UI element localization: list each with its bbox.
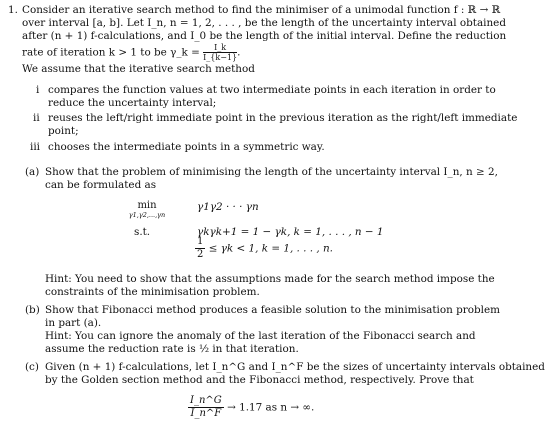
part-c-line-2: by the Golden section method and the Fibonacci method, respectively. Prove that [45, 374, 474, 386]
assumption-ii-line-2: point; [48, 125, 79, 137]
assumption-ii-line-1: reuses the left/right immediate point in the previous iteration as the right/left immediate [48, 112, 518, 124]
part-b-line-2: in part (a). [45, 317, 102, 329]
limit-text: → 1.17 as n → ∞. [227, 401, 315, 414]
assumption-ii-label: ii [33, 112, 40, 124]
part-b-label: (b) [25, 304, 40, 316]
part-a-line-1: Show that the problem of minimising the length of the uncertainty interval I_n, n ≥ 2, [45, 166, 498, 178]
ratio-fraction [188, 395, 224, 420]
part-c-line-1: Given (n + 1) f-calculations, let I_n^G and I_n^F be the sizes of uncertainty intervals obtained [45, 361, 545, 373]
intro-line-1: Consider an iterative search method to find the minimiser of a unimodal function f : ℝ → ℝ [22, 4, 501, 16]
half-denominator: 2 [197, 249, 204, 260]
part-a-line-2: can be formulated as [45, 179, 157, 191]
ratio-denominator: I_n^F [190, 408, 222, 419]
problem-number: 1. [8, 4, 18, 16]
intro-line-3: after (n + 1) f-calculations, and I_0 be the length of the initial interval. Define the reduction [22, 30, 507, 42]
min-operator: min [137, 200, 157, 211]
assumption-iii-line-1: chooses the intermediate points in a symmetric way. [48, 141, 325, 153]
part-a-hint-1: Hint: You need to show that the assumptions made for the search method impose the [45, 273, 495, 285]
gamma-fraction-denominator: I_{k−1} [203, 53, 238, 62]
objective: γ1γ2 · · · γn [197, 201, 259, 213]
st-label: s.t. [134, 226, 151, 238]
assumption-iii-label: iii [30, 141, 40, 153]
part-b-line-4: assume the reduction rate is ½ in that iteration. [45, 343, 299, 355]
gamma-fraction [203, 43, 237, 62]
ratio-expression [188, 395, 314, 420]
intro-line-2: over interval [a, b]. Let I_n, n = 1, 2, . . . , be the length of the uncertainty interval obtained [22, 17, 506, 29]
part-a-hint-2: constraints of the minimisation problem. [45, 286, 260, 298]
part-c-label: (c) [25, 361, 39, 373]
constraint-2-text: ≤ γk < 1, k = 1, . . . , n. [208, 242, 333, 255]
ratio-numerator: I_n^G [190, 395, 222, 406]
part-b-line-1: Show that Fibonacci method produces a feasible solution to the minimisation problem [45, 304, 500, 316]
constraint-2 [195, 236, 333, 261]
assumption-i-label: i [36, 84, 40, 96]
part-a-label: (a) [25, 166, 40, 178]
assumption-i-line-2: reduce the uncertainty interval; [48, 97, 217, 109]
gamma-definition-text: rate of iteration k > 1 to be γ_k = [22, 46, 200, 59]
min-subscript: γ1,γ2,...,γn [128, 211, 166, 219]
half-fraction [195, 236, 205, 261]
constraint-1: γkγk+1 = 1 − γk, k = 1, . . . , n − 1 [197, 226, 384, 238]
part-b-line-3: Hint: You can ignore the anomaly of the last iteration of the Fibonacci search and [45, 330, 476, 342]
intro-line-4: rate of iteration k > 1 to be γ_k = $\frac{I\_k}{I\_\{k-1\}}$ . [22, 43, 241, 62]
assumption-intro: We assume that the iterative search method [22, 63, 255, 75]
half-numerator: 1 [197, 236, 204, 247]
gamma-fraction-numerator: I_k [203, 43, 237, 53]
assumption-i-line-1: compares the function values at two intermediate points in each iteration in order to [48, 84, 496, 96]
